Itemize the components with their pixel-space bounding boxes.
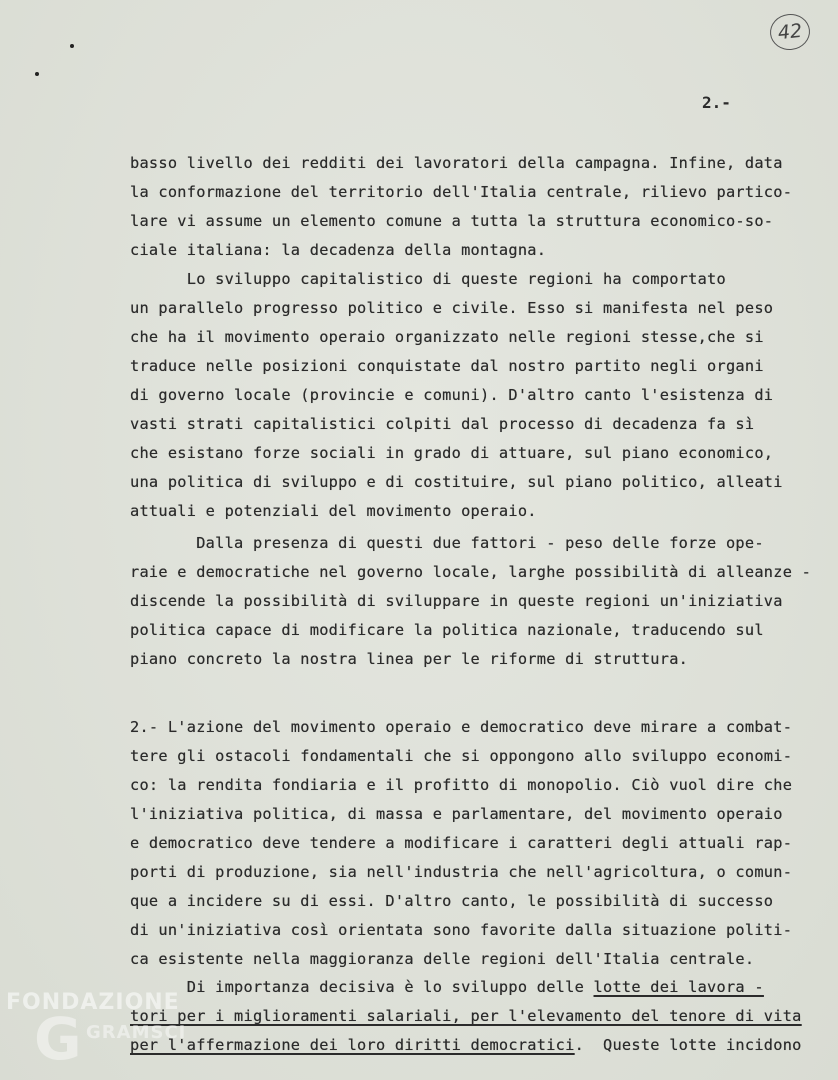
- text-line: attuali e potenziali del movimento operaio.: [130, 502, 537, 520]
- underlined-text: tori per i miglioramenti salariali, per l'elevamento del tenore di vita: [130, 1007, 802, 1025]
- text-line: lare vi assume un elemento comune a tutta la struttura economico-so-: [130, 212, 774, 230]
- text-line: 2.- L'azione del movimento operaio e democratico deve mirare a combat-: [130, 718, 793, 736]
- text-line: co: la rendita fondiaria e il profitto di monopolio. Ciò vuol dire che: [130, 776, 793, 794]
- underlined-text: per l'affermazione dei loro diritti democratici: [130, 1036, 575, 1054]
- text-line: raie e democratiche nel governo locale, larghe possibilità di alleanze -: [130, 563, 812, 581]
- text-line: di un'iniziativa così orientata sono favorite dalla situazione politi-: [130, 921, 793, 939]
- text-line: basso livello dei redditi dei lavoratori della campagna. Infine, data: [130, 154, 783, 172]
- watermark-subtext: GRAMSCI: [86, 1022, 187, 1043]
- ink-speck: [70, 44, 74, 48]
- text-line: tere gli ostacoli fondamentali che si oppongono allo sviluppo economi-: [130, 747, 793, 765]
- text-line-underlined: [130, 1034, 802, 1056]
- text-line: la conformazione del territorio dell'Italia centrale, rilievo partico-: [130, 183, 793, 201]
- text-line: che ha il movimento operaio organizzato nelle regioni stesse,che si: [130, 328, 764, 346]
- text-line: Lo sviluppo capitalistico di queste regioni ha comportato: [130, 270, 726, 288]
- underlined-text: lotte dei lavora -: [593, 978, 764, 996]
- text-line: porti di produzione, sia nell'industria che nell'agricoltura, o comun-: [130, 863, 793, 881]
- text-line-underlined: [130, 976, 764, 998]
- text-line: di governo locale (provincie e comuni). D'altro canto l'esistenza di: [130, 386, 774, 404]
- text-line: e democratico deve tendere a modificare i caratteri degli attuali rap-: [130, 834, 793, 852]
- text-line: ca esistente nella maggioranza delle regioni dell'Italia centrale.: [130, 950, 755, 968]
- text-segment: Di importanza decisiva è lo sviluppo delle: [130, 978, 594, 996]
- text-line: piano concreto la nostra linea per le riforme di struttura.: [130, 650, 689, 668]
- text-line: che esistano forze sociali in grado di attuare, sul piano economico,: [130, 444, 774, 462]
- text-line: un parallelo progresso politico e civile. Esso si manifesta nel peso: [130, 299, 774, 317]
- text-line: ciale italiana: la decadenza della montagna.: [130, 241, 547, 259]
- ink-speck: [35, 72, 39, 76]
- text-line: Dalla presenza di questi due fattori - peso delle forze ope-: [130, 534, 764, 552]
- text-line: que a incidere su di essi. D'altro canto, le possibilità di successo: [130, 892, 774, 910]
- text-line: discende la possibilità di sviluppare in queste regioni un'iniziativa: [130, 592, 783, 610]
- text-line: l'iniziativa politica, di massa e parlamentare, del movimento operaio: [130, 805, 783, 823]
- text-line: politica capace di modificare la politica nazionale, traducendo sul: [130, 621, 764, 639]
- text-line: vasti strati capitalistici colpiti dal processo di decadenza fa sì: [130, 415, 755, 433]
- text-line: traduce nelle posizioni conquistate dal nostro partito negli organi: [130, 357, 764, 375]
- text-line-underlined: [130, 1005, 802, 1027]
- watermark-text: FONDAZIONE: [6, 990, 180, 1015]
- archive-page-number: 42: [768, 12, 812, 52]
- page-number: 2.-: [702, 93, 731, 112]
- text-segment: . Queste lotte incidono: [574, 1036, 802, 1054]
- watermark-logo: G: [34, 1005, 82, 1073]
- text-line: una politica di sviluppo e di costituire, sul piano politico, alleati: [130, 473, 783, 491]
